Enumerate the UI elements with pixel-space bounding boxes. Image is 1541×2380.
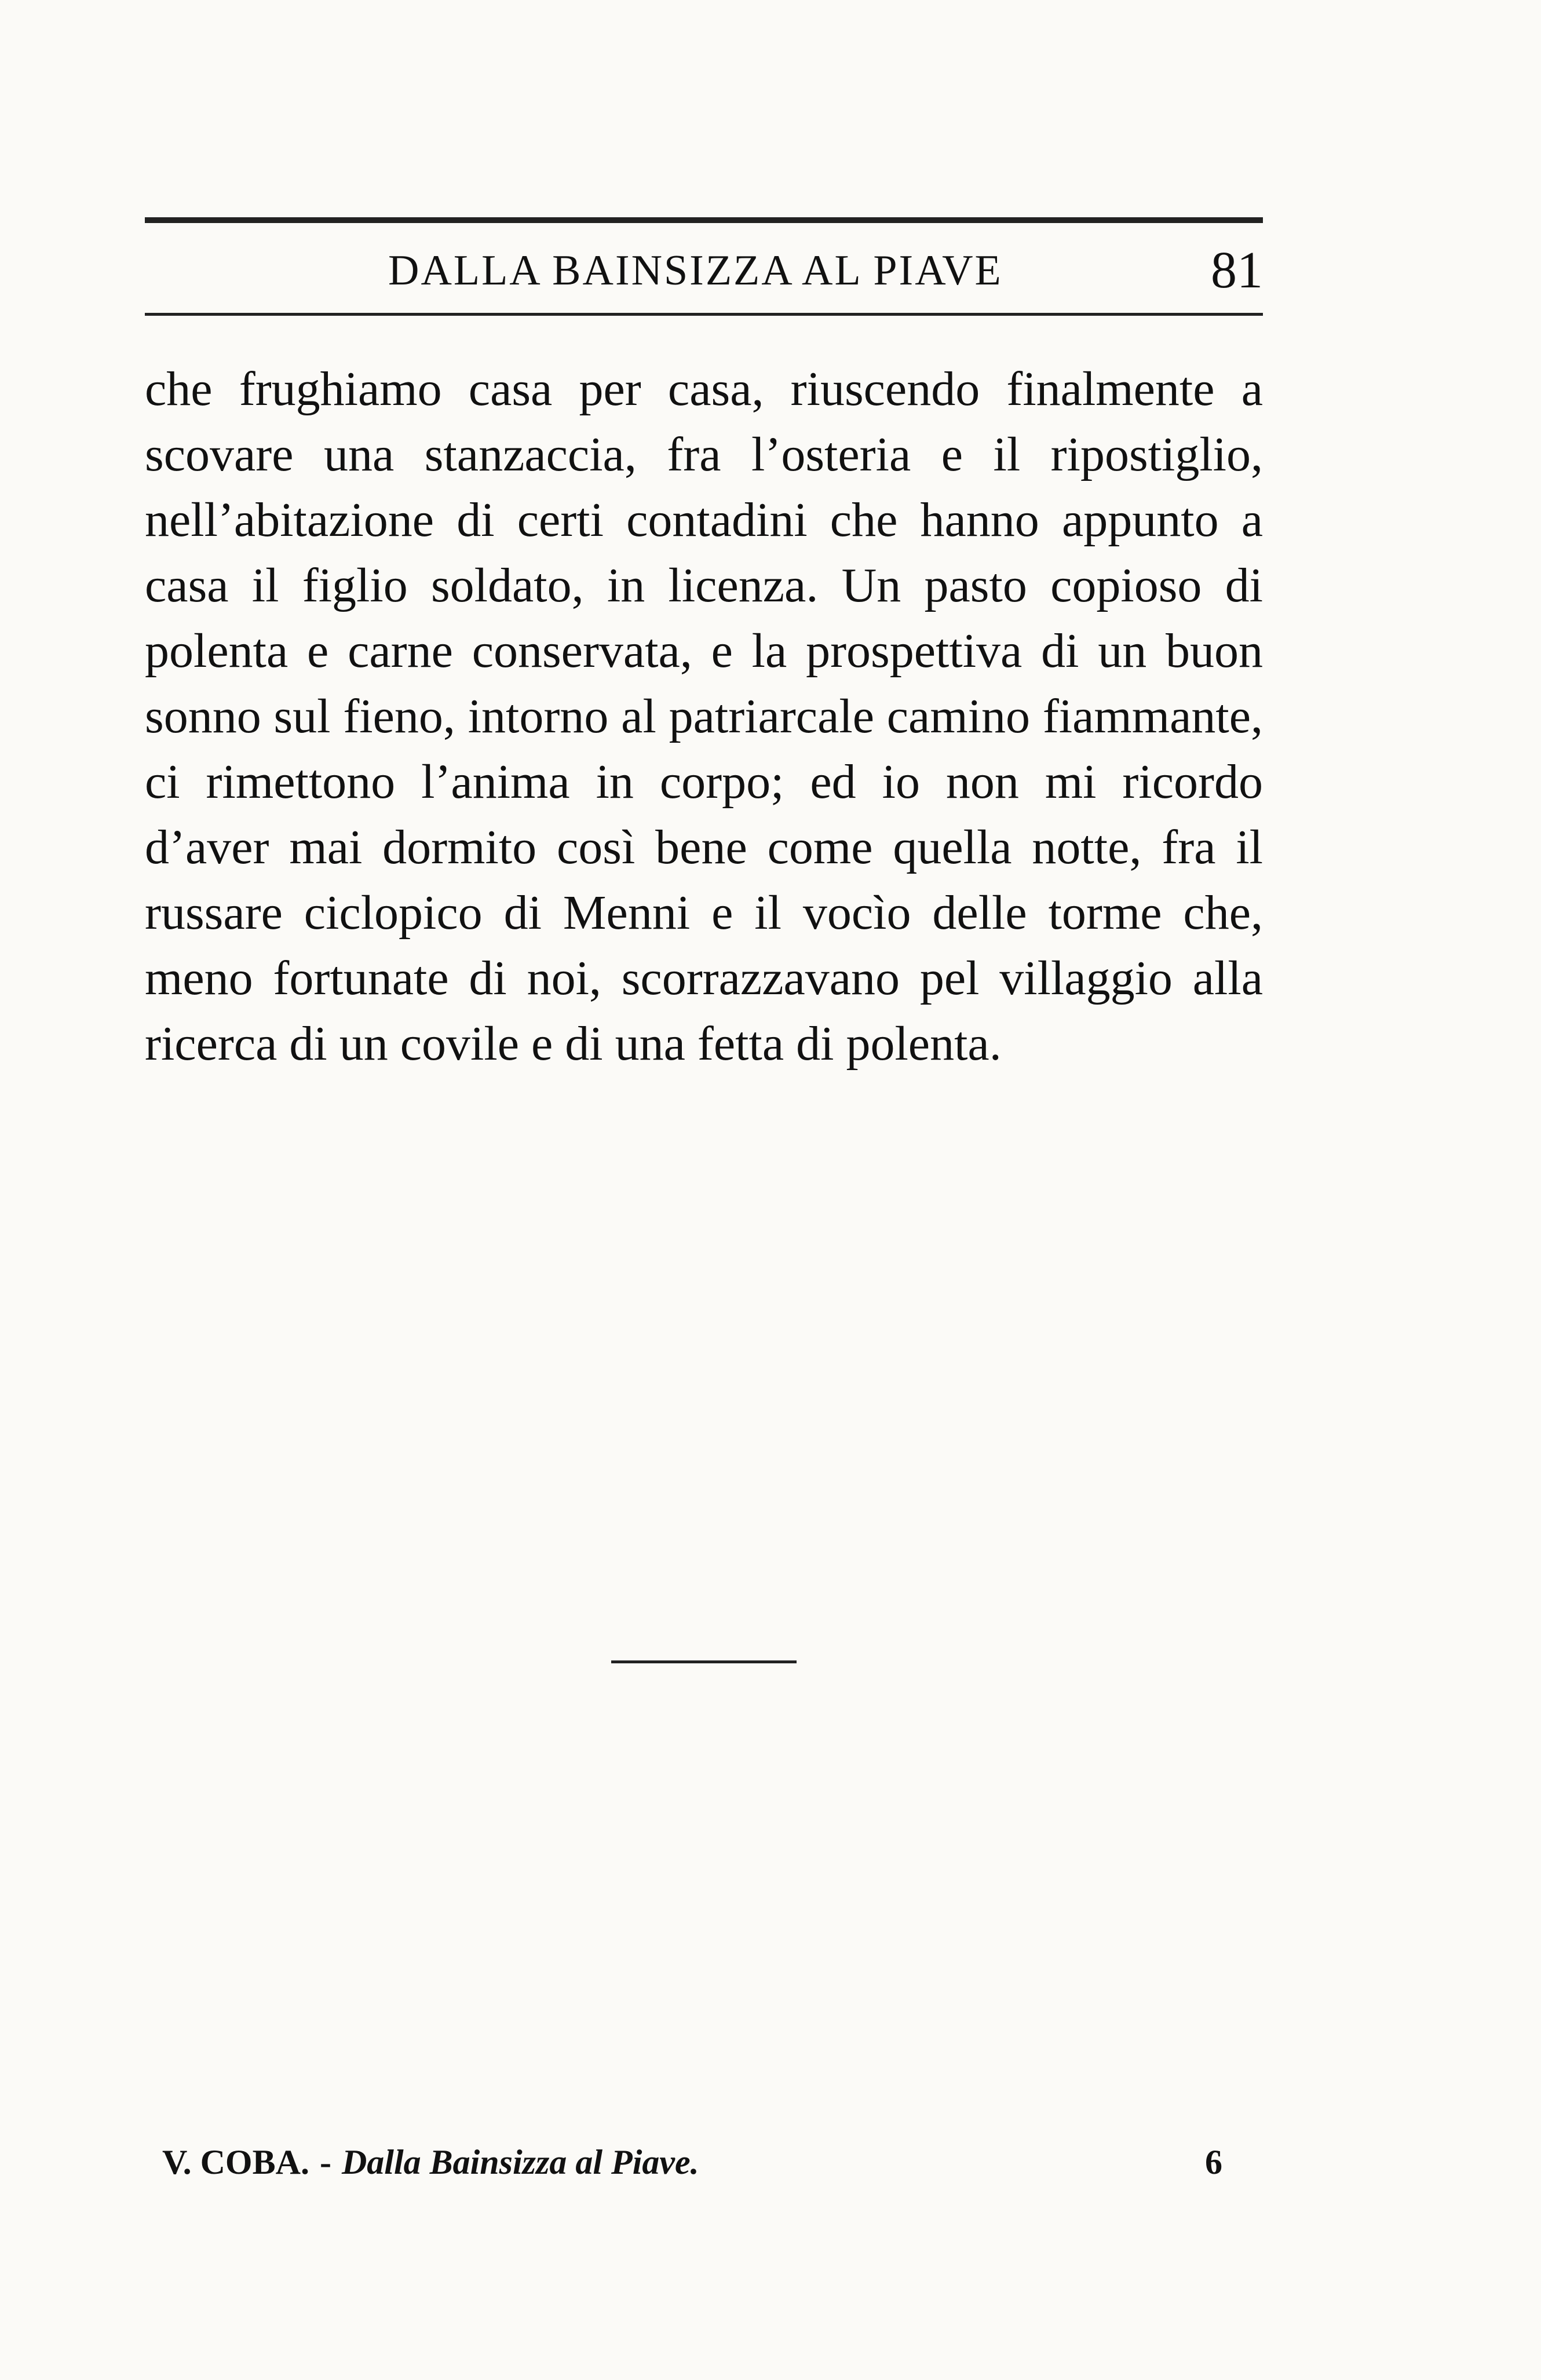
page-number: 81 [1211, 242, 1263, 299]
paragraph: che frughiamo casa per casa, riuscendo finalmente a scovare una stanzaccia, fra l’osteria e il ripostiglio, nell’abitazione di certi contadini che hanno appunto a casa il figlio soldato, in licenza. Un pasto copioso di polenta e carne conservata, e la prospettiva di un buon sonno sul fieno, intorno al patriarcale camino fiammante, ci rimettono l’anima in corpo; ed io non mi ricordo d’aver mai dormito così bene come quella notte, fra il russare ciclopico di Menni e il vocìo delle torme che, meno fortunate di noi, scorrazzavano pel villaggio alla ricerca di un covile e di una fetta di polenta. [145, 362, 1263, 1071]
top-rule [145, 217, 1263, 223]
signature-number: 6 [1205, 2143, 1222, 2181]
body-text [145, 356, 1263, 1076]
section-end-rule [611, 1660, 797, 1663]
signature-author: V. COBA. [162, 2143, 309, 2181]
signature-book-title: Dalla Bainsizza al Piave. [341, 2143, 699, 2181]
page-header [145, 242, 1263, 299]
signature-separator: - [319, 2143, 331, 2181]
header-rule [145, 313, 1263, 316]
running-title: DALLA BAINSIZZA AL PIAVE [388, 247, 1003, 294]
page-footer [162, 2142, 1222, 2189]
printer-signature [162, 2142, 699, 2182]
